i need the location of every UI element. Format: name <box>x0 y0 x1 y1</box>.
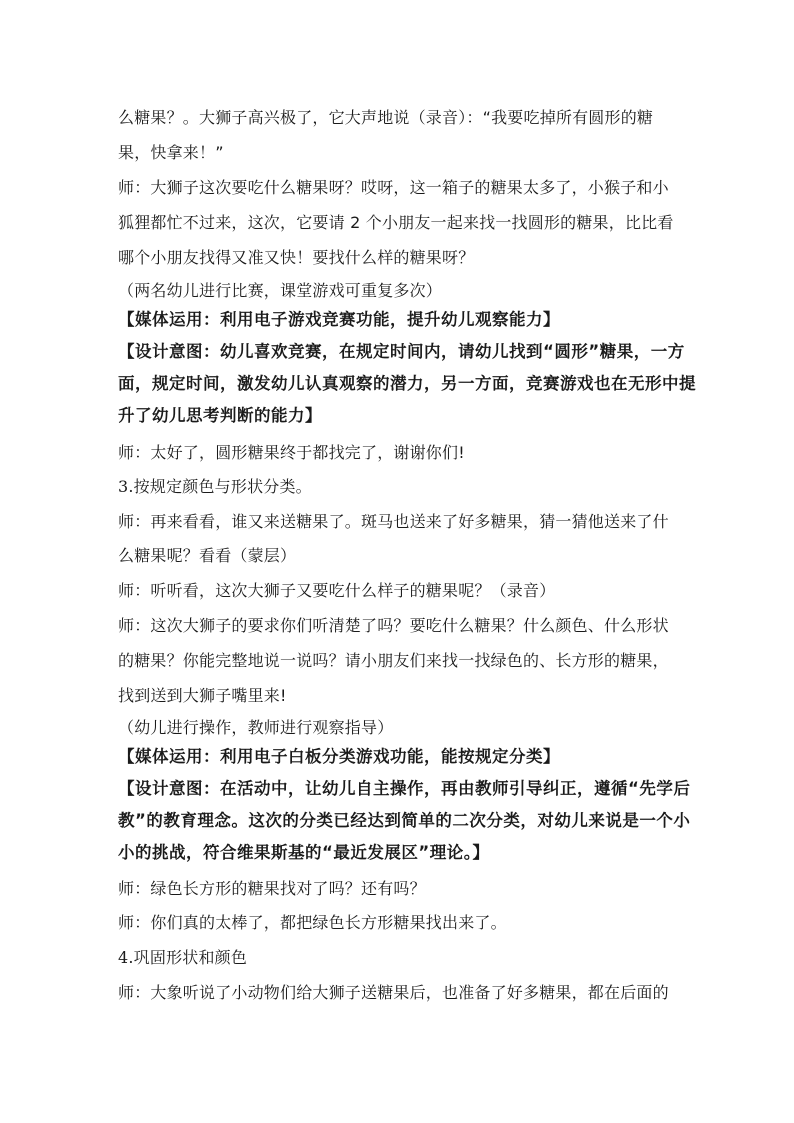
text-line: 师：太好了，圆形糖果终于都找完了，谢谢你们! <box>118 443 465 462</box>
text-line: （两名幼儿进行比赛，课堂游戏可重复多次） <box>118 281 443 300</box>
text-line: 师：听听看，这次大狮子又要吃什么样子的糖果呢？（录音） <box>118 581 556 600</box>
text-line: 么糖果？。大狮子高兴极了，它大声地说（录音）：“我要吃掉所有圆形的糖 <box>118 108 654 127</box>
design-intent-note: 【设计意图：在活动中，让幼儿自主操作，再由教师引导纠正，遵循“先学后 <box>118 779 691 798</box>
text-line: 师：再来看看，谁又来送糖果了。斑马也送来了好多糖果，猜一猜他送来了什 <box>118 512 669 531</box>
design-intent-note: 教”的教育理念。这次的分类已经达到简单的二次分类，对幼儿来说是一个小 <box>118 811 691 830</box>
text-line: （幼儿进行操作，教师进行观察指导） <box>118 718 394 737</box>
section-heading: 3.按规定颜色与形状分类。 <box>118 477 312 496</box>
text-line: 师：这次大狮子的要求你们听清楚了吗？要吃什么糖果？什么颜色、什么形状 <box>118 616 669 635</box>
text-line: 找到送到大狮子嘴里来! <box>118 686 287 705</box>
design-intent-note: 【设计意图：幼儿喜欢竞赛，在规定时间内，请幼儿找到“圆形”糖果，一方 <box>118 342 685 361</box>
text-line: 师：你们真的太棒了，都把绿色长方形糖果找出来了。 <box>118 913 507 932</box>
media-use-note: 【媒体运用：利用电子游戏竞赛功能，提升幼儿观察能力】 <box>118 310 560 329</box>
media-use-note: 【媒体运用：利用电子白板分类游戏功能，能按规定分类】 <box>118 747 560 766</box>
design-intent-note: 小的挑战，符合维果斯基的“最近发展区”理论。】 <box>118 843 490 862</box>
text-line: 狐狸都忙不过来，这次，它要请 2 个小朋友一起来找一找圆形的糖果，比比看 <box>118 213 674 232</box>
design-intent-note: 面，规定时间，激发幼儿认真观察的潜力，另一方面，竞赛游戏也在无形中提 <box>118 374 696 393</box>
text-line: 师：绿色长方形的糖果找对了吗？还有吗？ <box>118 879 426 898</box>
text-line: 师：大狮子这次要吃什么糖果呀？哎呀，这一箱子的糖果太多了，小猴子和小 <box>118 178 669 197</box>
text-line: 的糖果？你能完整地说一说吗？请小朋友们来找一找绿色的、长方形的糖果， <box>118 651 669 670</box>
text-line: 么糖果呢？看看（蒙层） <box>118 546 297 565</box>
section-heading: 4.巩固形状和颜色 <box>118 948 248 967</box>
design-intent-note: 升了幼儿思考判断的能力】 <box>118 406 322 425</box>
text-line: 师：大象听说了小动物们给大狮子送糖果后，也准备了好多糖果，都在后面的 <box>118 983 669 1002</box>
text-line: 哪个小朋友找得又准又快！要找什么样的糖果呀？ <box>118 248 475 267</box>
text-line: 果，快拿来！” <box>118 143 224 162</box>
